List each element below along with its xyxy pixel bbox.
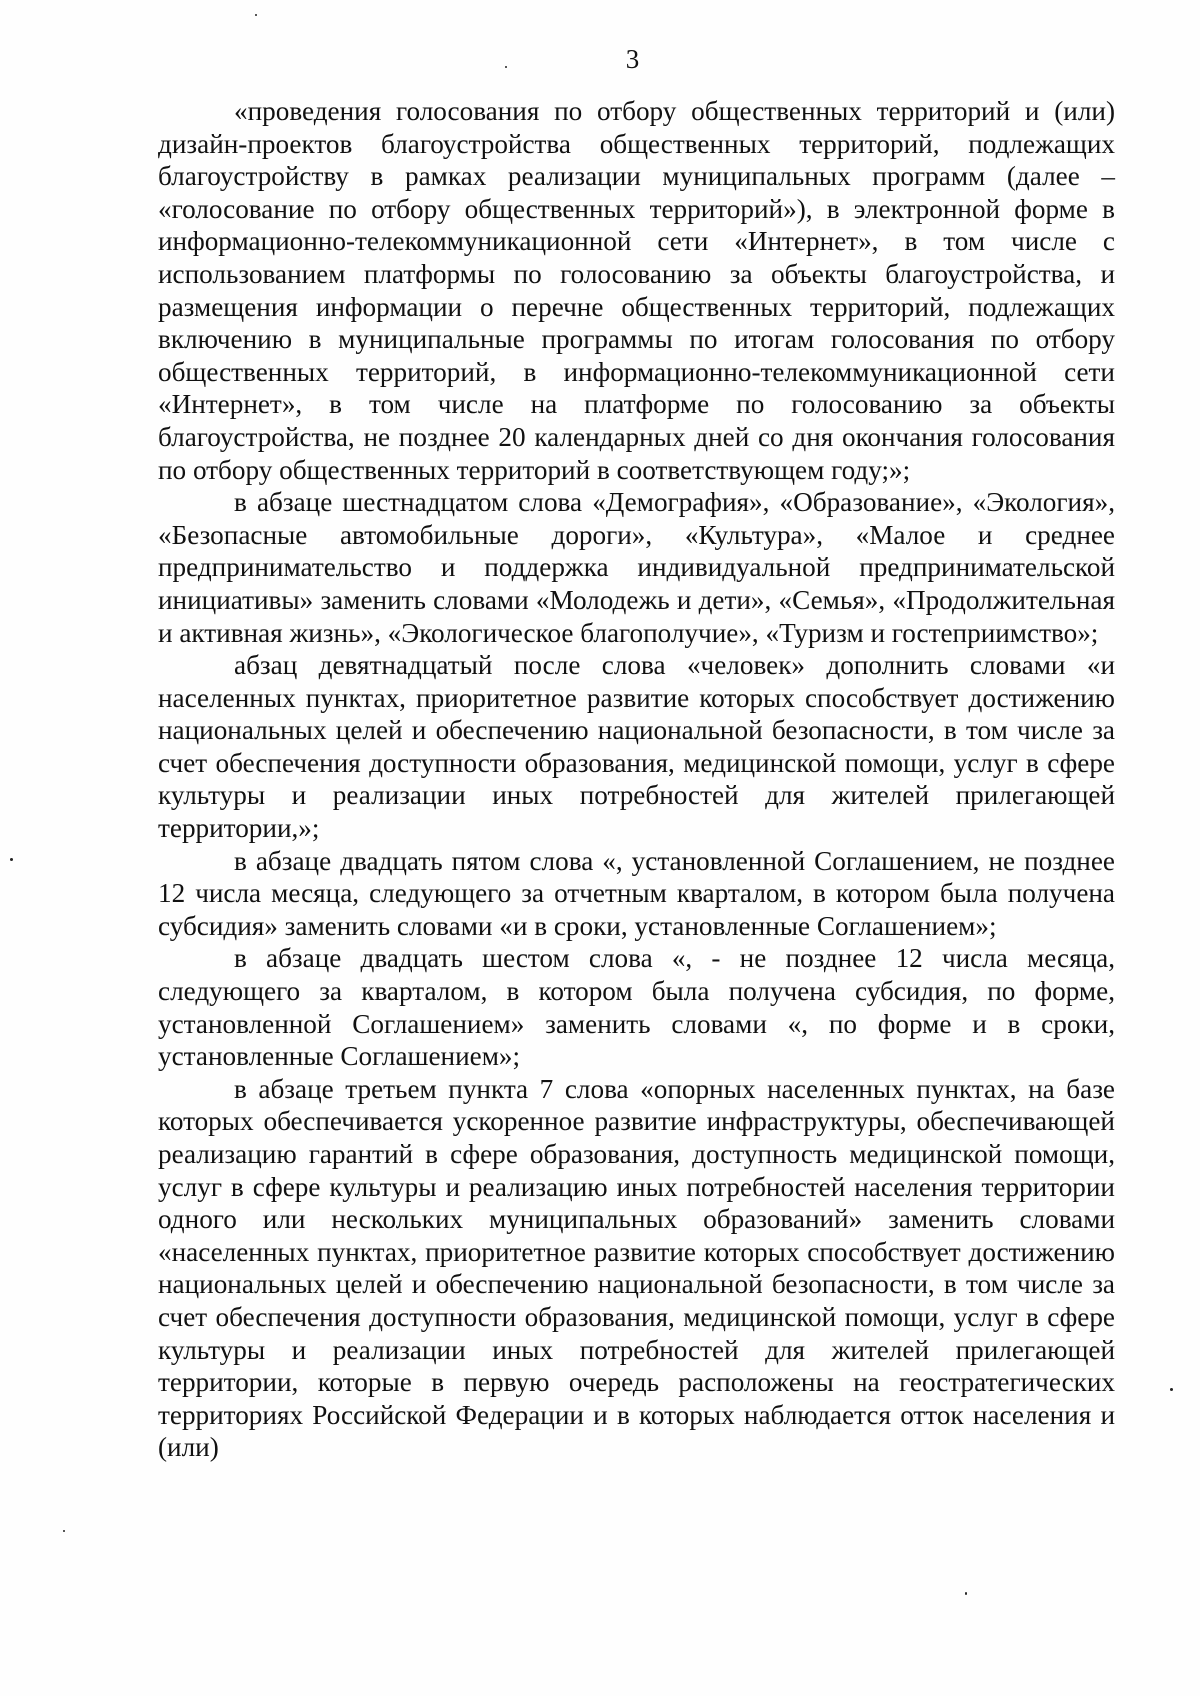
paragraph-5: в абзаце двадцать шестом слова «, - не позднее 12 числа месяца, следующего за кварталом, в котором была получена субсидия, по форме, установленной Соглашением» заменить словами «, по форме и в сроки, установленные Соглашением»; <box>158 943 1115 1072</box>
paragraph-6: в абзаце третьем пункта 7 слова «опорных населенных пунктах, на базе которых обеспечивается ускоренное развитие инфраструктуры, обеспечивающей реализацию гарантий в сфере образования, доступность медицинской помощи, услуг в сфере культуры и реализацию иных потребностей населения территории одного или нескольких муниципальных образований» заменить словами «населенных пунктах, приоритетное развитие которых способствует достижению национальных целей и обеспечению национальной безопасности, в том числе за счет обеспечения доступности образования, медицинской помощи, услуг в сфере культуры и реализации иных потребностей для жителей прилегающей территории, которые в первую очередь расположены на геостратегических территориях Российской Федерации и в которых наблюдается отток населения и (или) <box>158 1073 1115 1463</box>
scan-speck <box>10 858 13 861</box>
paragraph-1: «проведения голосования по отбору общественных территорий и (или) дизайн-проектов благоустройства общественных территорий, подлежащих благоустройству в рамках реализации муниципальных программ (далее – «голосование по отбору общественных территорий»), в электронной форме в информационно-телекоммуникационной сети «Интернет», в том числе с использованием платформы по голосованию за объекты благоустройства, и размещения информации о перечне общественных территорий, подлежащих включению в муниципальные программы по итогам голосования по отбору общественных территорий, в информационно-телекоммуникационной сети «Интернет», в том числе на платформе по голосованию за объекты благоустройства, не позднее 20 календарных дней со дня окончания голосования по отбору общественных территорий в соответствующем году;»; <box>158 96 1115 485</box>
page-number: 3 <box>625 44 640 74</box>
scan-speck <box>505 66 507 68</box>
scan-speck <box>255 14 257 16</box>
paragraph-4: в абзаце двадцать пятом слова «, установленной Соглашением, не позднее 12 числа месяца, следующего за отчетным кварталом, в котором была получена субсидия» заменить словами «и в сроки, установленные Соглашением»; <box>158 845 1115 941</box>
scan-speck <box>63 1530 65 1532</box>
scan-speck <box>1170 1388 1173 1391</box>
document-body <box>158 95 1115 1464</box>
paragraph-2: в абзаце шестнадцатом слова «Демография», «Образование», «Экология», «Безопасные автомобильные дороги», «Культура», «Малое и среднее предпринимательство и поддержка индивидуальной предпринимательской инициативы» заменить словами «Молодежь и дети», «Семья», «Продолжительная и активная жизнь», «Экологическое благополучие», «Туризм и гостеприимство»; <box>158 487 1115 648</box>
paragraph-3: абзац девятнадцатый после слова «человек» дополнить словами «и населенных пунктах, приоритетное развитие которых способствует достижению национальных целей и обеспечению национальной безопасности, в том числе за счет обеспечения доступности образования, медицинской помощи, услуг в сфере культуры и реализации иных потребностей для жителей прилегающей территории,»; <box>158 650 1115 844</box>
scan-speck <box>965 1592 967 1595</box>
